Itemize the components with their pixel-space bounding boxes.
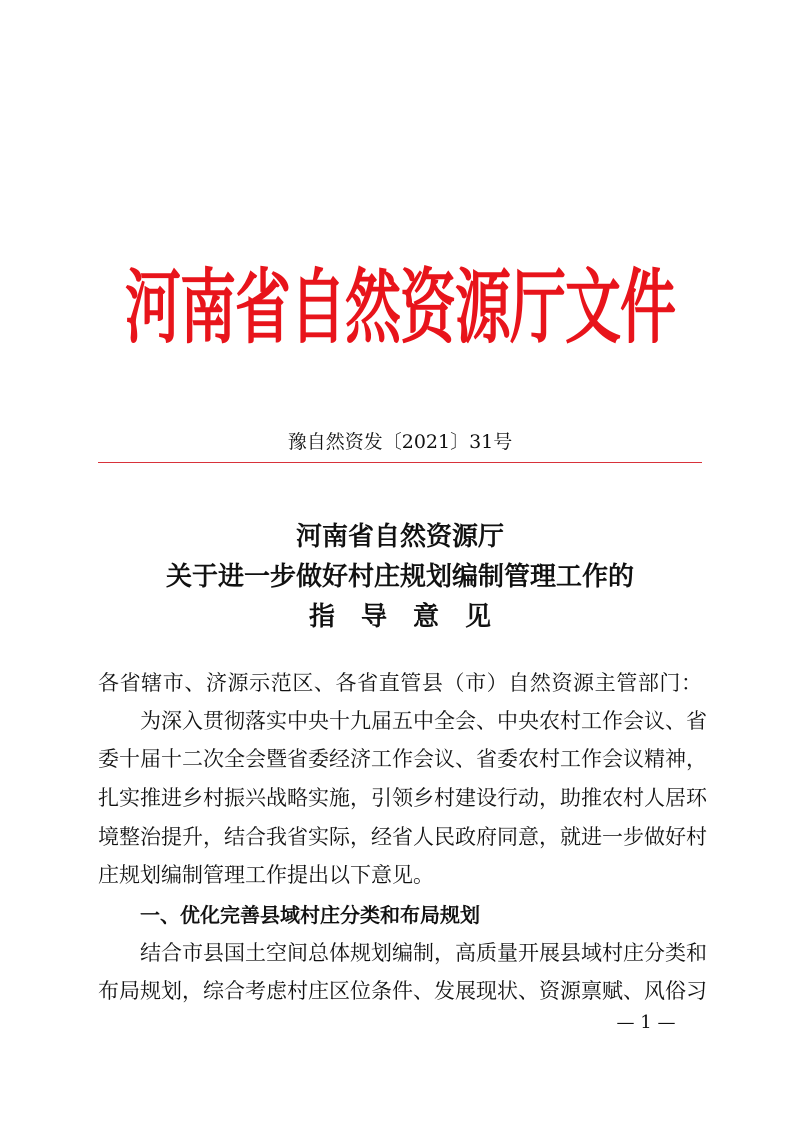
- title-line-1: 河南省自然资源厅: [295, 522, 504, 552]
- document-masthead: 河南省自然资源厅文件: [125, 260, 675, 356]
- paragraph-line: 为深入贯彻落实中央十九届五中全会、中央农村工作会议、省: [140, 709, 707, 733]
- document-number: 豫自然资发〔2021〕31号: [287, 431, 513, 453]
- paragraph-line: 布局规划，综合考虑村庄区位条件、发展现状、资源禀赋、风俗习: [98, 979, 707, 1003]
- paragraph-line: 委十届十二次全会暨省委经济工作会议、省委农村工作会议精神，: [98, 747, 707, 771]
- title-line-3: 指 导 意 见: [308, 602, 491, 632]
- red-divider: [98, 462, 702, 463]
- paragraph-line: 境整治提升，结合我省实际，经省人民政府同意，就进一步做好村: [98, 825, 707, 849]
- section-heading: 一、优化完善县域村庄分类和布局规划: [140, 903, 480, 927]
- title-line-2: 关于进一步做好村庄规划编制管理工作的: [165, 562, 634, 592]
- paragraph-line: 庄规划编制管理工作提出以下意见。: [98, 863, 434, 887]
- paragraph-line: 结合市县国土空间总体规划编制，高质量开展县域村庄分类和: [140, 941, 707, 965]
- page-number: — 1 —: [616, 1012, 676, 1033]
- paragraph-line: 扎实推进乡村振兴战略实施，引领乡村建设行动，助推农村人居环: [98, 786, 707, 810]
- salutation: 各省辖市、济源示范区、各省直管县（市）自然资源主管部门：: [98, 671, 702, 695]
